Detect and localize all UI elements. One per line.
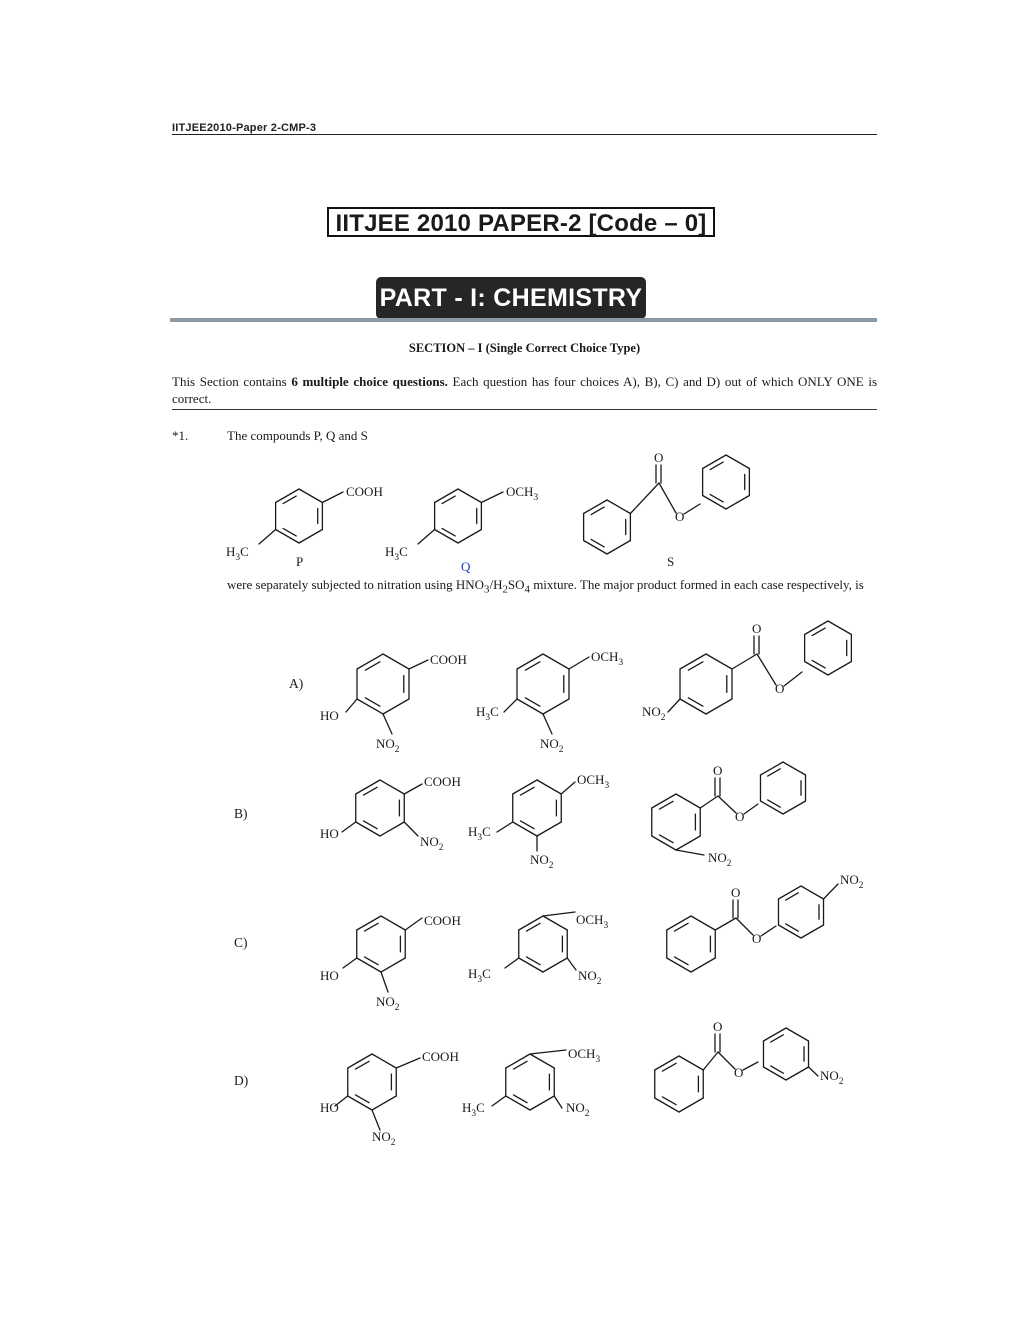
ring-bond (828, 662, 851, 676)
ester-bond (784, 672, 802, 686)
ring-bond (381, 958, 405, 972)
cooh-bond (396, 1058, 420, 1068)
running-head: IITJEE2010-Paper 2-CMP-3 (172, 122, 317, 134)
ring-bond (679, 1056, 703, 1070)
compound-p-label: P (296, 554, 304, 569)
och3-bond (561, 782, 575, 794)
ester-bond (761, 926, 776, 936)
h3c-label: $H_3C$ (468, 966, 491, 985)
no2-label: $NO_2$ (578, 968, 602, 987)
no2-label: $NO_2$ (840, 872, 864, 891)
ring-bond (706, 699, 732, 714)
ring-bond (543, 654, 569, 669)
ho-label: HO (320, 708, 339, 723)
cooh-label: COOH (346, 484, 383, 499)
ester-bond (630, 483, 659, 514)
ring-bond (530, 1054, 554, 1068)
ester-bond (744, 804, 758, 814)
no2-bond (383, 714, 392, 734)
section-heading: SECTION – I (Single Correct Choice Type) (408, 341, 641, 355)
oh-bond (342, 822, 356, 832)
ring-bond (726, 496, 749, 510)
compound-s-label: S (667, 554, 675, 569)
ring-bond (543, 699, 569, 714)
ester-bond (736, 918, 753, 935)
ring-bond (828, 621, 851, 635)
ring-bond (783, 762, 806, 775)
ring-bond (299, 530, 322, 544)
ester-bond (718, 1052, 735, 1069)
oxygen-label: O (731, 885, 741, 900)
methyl-bond (418, 530, 435, 545)
ring-bond (706, 654, 732, 669)
ring-bond (537, 780, 561, 794)
no2-label: $NO_2$ (820, 1068, 844, 1087)
ring-bond (543, 916, 567, 930)
oxygen-label: O (734, 1065, 744, 1080)
no2-label: $NO_2$ (376, 994, 400, 1013)
ester-bond (684, 504, 700, 514)
ring-bond (381, 916, 405, 930)
ho-label: HO (320, 1100, 339, 1115)
oxygen-label: O (752, 621, 762, 636)
ring-bond (726, 455, 749, 469)
section-instruction: This Section contains 6 multiple choice questions. Each question has four choices A), B), C) and D) out of which ONLY ONE is correct. (172, 374, 878, 406)
cooh-bond (404, 784, 422, 794)
no2-bond (567, 958, 576, 970)
option-c-label: C) (234, 935, 248, 950)
methyl-bond (497, 822, 513, 832)
och3-label: $OCH_3$ (568, 1046, 601, 1065)
ester-bond (715, 918, 736, 930)
no2-bond (372, 1110, 380, 1130)
ring-bond (383, 654, 409, 669)
och3-label: $OCH_3$ (591, 649, 624, 668)
no2-label: $NO_2$ (540, 736, 564, 755)
part-heading: PART - I: CHEMISTRY (376, 277, 646, 319)
question-stem: The compounds P, Q and S (227, 428, 368, 443)
option-d-label: D) (234, 1073, 249, 1088)
methyl-bond (505, 958, 519, 968)
no2-bond (543, 714, 552, 734)
ester-bond (659, 483, 676, 513)
ho-label: HO (320, 968, 339, 983)
ring-bond (676, 794, 700, 808)
ring-bond (679, 1098, 703, 1112)
oxygen-label: O (752, 931, 762, 946)
och3-bond (543, 912, 575, 916)
oxygen-label: O (713, 763, 723, 778)
no2-label: $NO_2$ (420, 834, 444, 853)
cooh-bond (322, 492, 343, 503)
och3-label: $OCH_3$ (576, 912, 609, 931)
ester-bond (718, 796, 736, 813)
ester-bond (732, 654, 757, 669)
och3-label: $OCH_3$ (506, 484, 539, 503)
question-number: *1. (172, 428, 189, 443)
no2-bond (404, 822, 418, 836)
no2-bond (381, 972, 388, 992)
ring-bond (372, 1096, 396, 1110)
ring-bond (801, 925, 824, 938)
ring-bond (607, 500, 630, 514)
no2-bond (554, 1096, 562, 1108)
compound-q-label: Q (461, 559, 471, 574)
ring-bond (607, 541, 630, 555)
cooh-label: COOH (424, 913, 461, 928)
och3-bond (530, 1050, 566, 1054)
no2-bond (824, 884, 838, 899)
no2-bond (676, 850, 704, 855)
no2-label: $NO_2$ (372, 1129, 396, 1148)
h3c-label: $H_3C$ (468, 824, 491, 843)
oxygen-label: O (735, 809, 745, 824)
oxygen-label: O (713, 1019, 723, 1034)
oxygen-label: O (675, 509, 685, 524)
ring-bond (543, 958, 567, 972)
ring-bond (691, 916, 715, 930)
ring-bond (530, 1096, 554, 1110)
no2-label: $NO_2$ (566, 1100, 590, 1119)
cooh-label: COOH (430, 652, 467, 667)
question-stem-continued: were separately subjected to nitration using $HNO_3/H_2SO_4$ mixture. The major product formed in each case respectively, is (227, 577, 864, 596)
ring-bond (801, 886, 824, 899)
ring-bond (383, 699, 409, 714)
methyl-bond (259, 530, 276, 545)
cooh-bond (409, 660, 428, 669)
ring-bond (691, 958, 715, 972)
no2-label: $NO_2$ (376, 736, 400, 755)
ring-bond (380, 822, 404, 836)
paper-title: IITJEE 2010 PAPER-2 [Code – 0] (327, 207, 715, 237)
h3c-label: $H_3C$ (226, 544, 249, 563)
h3c-label: $H_3C$ (476, 704, 499, 723)
methyl-bond (504, 699, 517, 712)
no2-label: $NO_2$ (708, 850, 732, 869)
ester-bond (757, 654, 776, 685)
oh-bond (343, 958, 357, 968)
ring-bond (786, 1028, 809, 1041)
och3-bond (481, 492, 503, 503)
ring-bond (676, 836, 700, 850)
cooh-label: COOH (424, 774, 461, 789)
no2-label: $NO_2$ (530, 852, 554, 871)
ring-bond (458, 489, 481, 503)
no2-bond (809, 1067, 818, 1076)
ester-bond (743, 1062, 758, 1070)
oxygen-label: O (654, 450, 664, 465)
oxygen-label: O (775, 681, 785, 696)
ring-bond (458, 530, 481, 544)
h3c-label: $H_3C$ (385, 544, 408, 563)
ring-bond (786, 1067, 809, 1080)
ring-bond (783, 801, 806, 814)
ring-bond (372, 1054, 396, 1068)
no2-bond (668, 699, 680, 712)
och3-label: $OCH_3$ (577, 772, 610, 791)
option-a-label: A) (289, 676, 304, 691)
ester-bond (700, 796, 718, 808)
ho-label: HO (320, 826, 339, 841)
ring-bond (537, 822, 561, 836)
oh-bond (346, 699, 357, 712)
ester-bond (703, 1052, 718, 1070)
option-b-label: B) (234, 806, 248, 821)
ring-bond (299, 489, 322, 503)
cooh-bond (405, 918, 422, 930)
cooh-label: COOH (422, 1049, 459, 1064)
no2-label: $NO_2$ (642, 704, 666, 723)
h3c-label: $H_3C$ (462, 1100, 485, 1119)
methyl-bond (492, 1096, 506, 1106)
och3-bond (569, 657, 589, 669)
ring-bond (380, 780, 404, 794)
